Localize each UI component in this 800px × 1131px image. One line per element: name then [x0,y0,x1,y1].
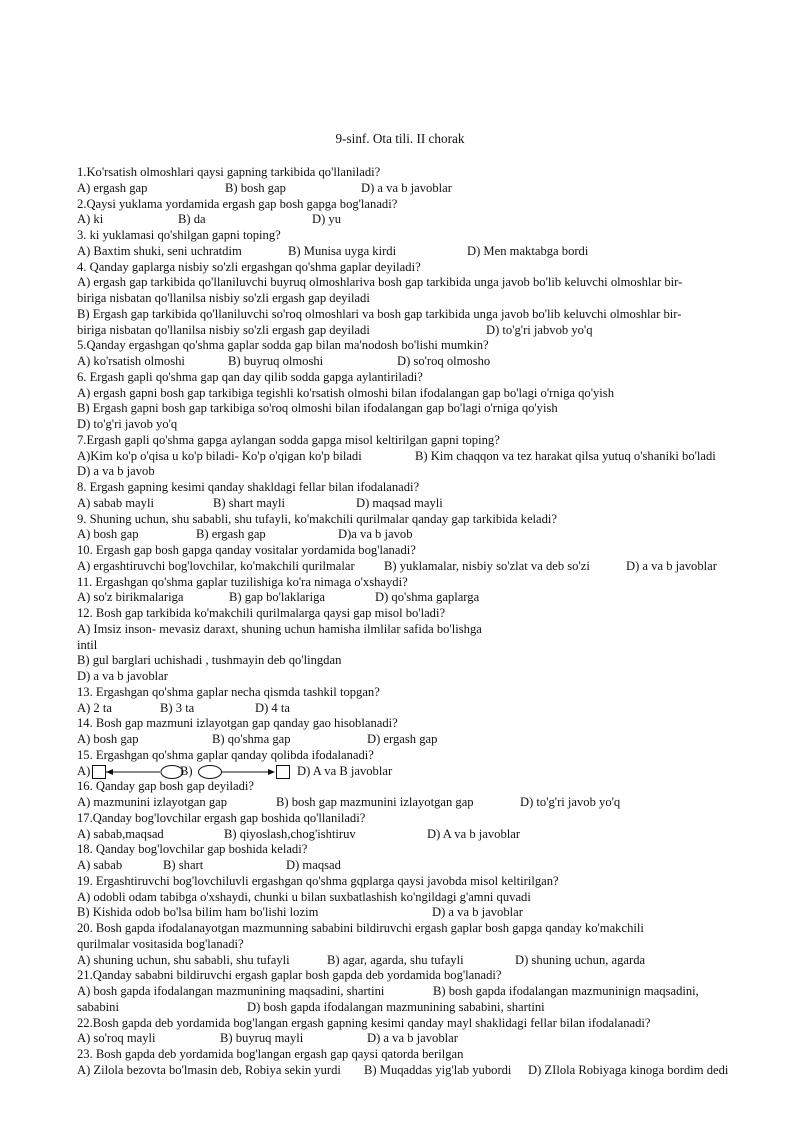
answer-option: B) bosh gap mazmunini izlayotgan gap [276,795,474,809]
answer-option: B) yuklamalar, nisbiy so'zlat va deb so'zi [384,558,590,573]
line-text: A) so'z birikmalariga [77,590,184,605]
line-text: B) Kishida odob bo'lsa bilim ham bo'lishi lozim [77,905,319,920]
answer-option: B) Muqaddas yig'lab yubordi [364,1062,512,1077]
line-text: D) to'g'ri javob yo'q [77,417,178,431]
line-text: sababini [77,999,119,1014]
line-text: 9. Shuning uchun, shu sababli, shu tufayli, ko'makchili qurilmalar qanday gap tarkibida keladi? [77,511,558,526]
answer-option: B) buyruq olmoshi [228,354,324,368]
answer-option: B) qo'shma gap [212,732,291,746]
answer-option: D) 4 ta [255,700,290,715]
line-text: D) a va b javoblar [77,669,168,683]
line-text: B) Ergash gapni bosh gap tarkibiga so'roq olmoshi bilan ifodalangan gap bo'lagi o'rniga qo'yish [77,401,558,416]
answer-option: D) a va b javoblar [367,1031,458,1046]
page-title: 9-sinf. Ota tili. II chorak [335,131,465,146]
answer-option: B) ergash gap [196,527,266,542]
line-text: 8. Ergash gapning kesimi qanday shakldagi fellar bilan ifodalanadi? [77,480,420,494]
line-text: 6. Ergash gapli qo'shma gap qan day qilib sodda gapga aylantiriladi? [77,369,423,384]
line-text: 18. Qanday bog'lovchilar gap boshida keladi? [77,842,308,857]
answer-option: D) a va b javoblar [626,558,717,573]
line-text: 1.Ko'rsatish olmoshlari qaysi gapning tarkibida qo'llaniladi? [77,165,381,179]
line-text: 21.Qanday sababni bildiruvchi ergash gaplar bosh gapda deb yordamida bog'lanadi? [77,968,502,983]
line-text: 3. ki yuklamasi qo'shilgan gapni toping? [77,228,281,242]
line-text: 10. Ergash gap bosh gapga qanday vositalar yordamida bog'lanadi? [77,543,416,557]
line-text: A) sabab mayli [77,495,154,510]
line-text: 4. Qanday gaplarga nisbiy so'zli ergashgan qo'shma gaplar deyiladi? [77,259,421,274]
line-text: A) Zilola bezovta bo'lmasin deb, Robiya sekin yurdi [77,1062,341,1077]
answer-option: D) so'roq olmosho [397,354,491,368]
line-text: A) bosh gap [77,527,139,542]
line-text: biriga nisbatan qo'llanilsa nisbiy so'zli ergash gap deyiladi [77,291,370,305]
line-text: A) ergashtiruvchi bog'lovchilar, ko'makchili qurilmalar [77,558,355,573]
line-text: A) 2 ta [77,700,112,715]
line-text: 19. Ergashtiruvchi bog'lovchiluvli ergashgan qo'shma gqplarga qaysi javobda misol keltirilgan? [77,873,559,888]
line-text: 7.Ergash gapli qo'shma gapga aylangan sodda gapga misol keltirilgan gapni toping? [77,432,500,447]
line-text: D) a va b javob [77,464,155,479]
line-text: A) bosh gap [77,732,139,746]
line-text: 22.Bosh gapda deb yordamida bog'langan ergash gapning kesimi qanday mayl shaklidagi fellar bilan ifodalanadi? [77,1015,651,1030]
line-text: 12. Bosh gap tarkibida ko'makchili qurilmalarga qaysi gap misol bo'ladi? [77,606,446,620]
answer-option: B) agar, agarda, shu tufayli [327,952,464,967]
line-text: A) [77,763,91,778]
line-text: 11. Ergashgan qo'shma gaplar tuzilishiga ko'ra nimaga o'xshaydi? [77,574,408,589]
answer-option: D) A va b javoblar [427,826,521,841]
line-text: B) gul barglari uchishadi , tushmayin deb qo'lingdan [77,653,342,668]
line-text: A) mazmunini izlayotgan gap [77,795,228,809]
answer-option: D) a va b javoblar [361,180,452,195]
line-text: A)Kim ko'p o'qisa u ko'p biladi- Ko'p o'qigan ko'p biladi [77,448,362,463]
line-text: A) sabab,maqsad [77,826,164,841]
line-text: A) Imsiz inson- mevasiz daraxt, shuning uchun hamisha ilmlilar safida bo'lishga [77,621,482,636]
answer-option: D) qo'shma gaplarga [375,590,480,605]
answer-option: B) shart [163,858,204,872]
line-text: A) Baxtim shuki, seni uchratdim [77,243,242,258]
line-text: 23. Bosh gapda deb yordamida bog'langan ergash gap qaysi qatorda berilgan [77,1047,464,1061]
line-text: 17.Qanday bog'lovchilar ergash gap boshida qo'llaniladi? [77,810,366,825]
line-text: 14. Bosh gap mazmuni izlayotgan gap qanday gao hisoblanadi? [77,716,398,731]
schema-square-arrow-circle [92,765,188,779]
answer-option: D) Men maktabga bordi [467,243,589,258]
line-text: A) so'roq mayli [77,1031,156,1046]
line-text: 15. Ergashgan qo'shma gaplar qanday qolibda ifodalanadi? [77,747,374,762]
line-text: qurilmalar vositasida bog'lanadi? [77,936,244,951]
line-text: 13. Ergashgan qo'shma gaplar necha qismda tashkil topgan? [77,684,380,699]
answer-option: D) yu [312,212,342,227]
answer-option: B) 3 ta [160,700,195,715]
line-text: A) ergash gap [77,180,148,195]
line-text: A) ko'rsatish olmoshi [77,354,185,368]
answer-option: D) ergash gap [367,732,438,746]
line-text: B) Ergash gap tarkibida qo'llaniluvchi so'roq olmoshlari va bosh gap tarkibida unga javob bo'lib keluvchi olmoshlar bir- [77,306,682,321]
answer-option: B) da [178,212,206,227]
line-text: A) shuning uchun, shu sababli, shu tufayli [77,952,290,967]
answer-option: D)a va b javob [338,527,413,542]
line-text: A) sabab [77,858,123,872]
line-text: 2.Qaysi yuklama yordamida ergash gap bosh gapga bog'lanadi? [77,196,398,211]
answer-option: D) to'g'ri javob yo'q [520,795,621,809]
answer-option: B) bosh gapda ifodalangan mazmuninign maqsadini, [433,984,699,998]
line-text: intil [77,637,98,652]
answer-option: B) bosh gap [225,180,286,195]
answer-option: D) A va B javoblar [297,763,393,778]
answer-option: D) bosh gapda ifodalangan mazmunining sababini, shartini [247,999,545,1014]
answer-option: B) qiyoslash,chog'ishtiruv [224,826,356,841]
line-text: 5.Qanday ergashgan qo'shma gaplar sodda gap bilan ma'nodosh bo'lishi mumkin? [77,338,489,353]
schema-circle-arrow-square [198,765,294,779]
line-text: biriga nisbatan qo'llanilsa nisbiy so'zli ergash gap deyiladi [77,322,370,337]
line-text: A) ki [77,212,104,227]
answer-option: D) maqsad [286,858,341,872]
answer-option: D) a va b javoblar [432,905,523,920]
answer-option: D) ZIlola Robiyaga kinoga bordim dedi [528,1062,729,1077]
answer-option: B) gap bo'laklariga [229,590,325,605]
answer-option: B) [180,763,193,778]
line-text: A) odobli odam tabibga o'xshaydi, chunki u bilan suxbatlashish ko'ngildagi g'amni quvadi [77,889,531,904]
answer-option: B) Kim chaqqon va tez harakat qilsa yutuq o'shaniki bo'ladi [415,448,716,463]
line-text: 20. Bosh gapda ifodalanayotgan mazmunning sababini bildiruvchi ergash gaplar bosh gapga qanday ko'makchili [77,921,644,935]
line-text: 16. Qanday gap bosh gap deyiladi? [77,779,254,794]
answer-option: B) buyruq mayli [220,1031,304,1046]
answer-option: B) Munisa uyga kirdi [288,243,397,258]
answer-option: D) shuning uchun, agarda [515,952,646,967]
line-text: A) ergash gap tarkibida qo'llaniluvchi buyruq olmoshlariva bosh gap tarkibida unga javob bo'lib keluvchi olmoshlar bir- [77,275,683,290]
answer-option: D) maqsad mayli [356,495,443,510]
answer-option: D) to'g'ri jabvob yo'q [486,322,593,337]
answer-option: B) shart mayli [213,495,286,510]
line-text: A) bosh gapda ifodalangan mazmunining maqsadini, shartini [77,984,385,998]
line-text: A) ergash gapni bosh gap tarkibiga tegishli ko'rsatish olmoshi bilan ifodalangan gap bo'lagi o'rniga qo'yish [77,385,614,400]
